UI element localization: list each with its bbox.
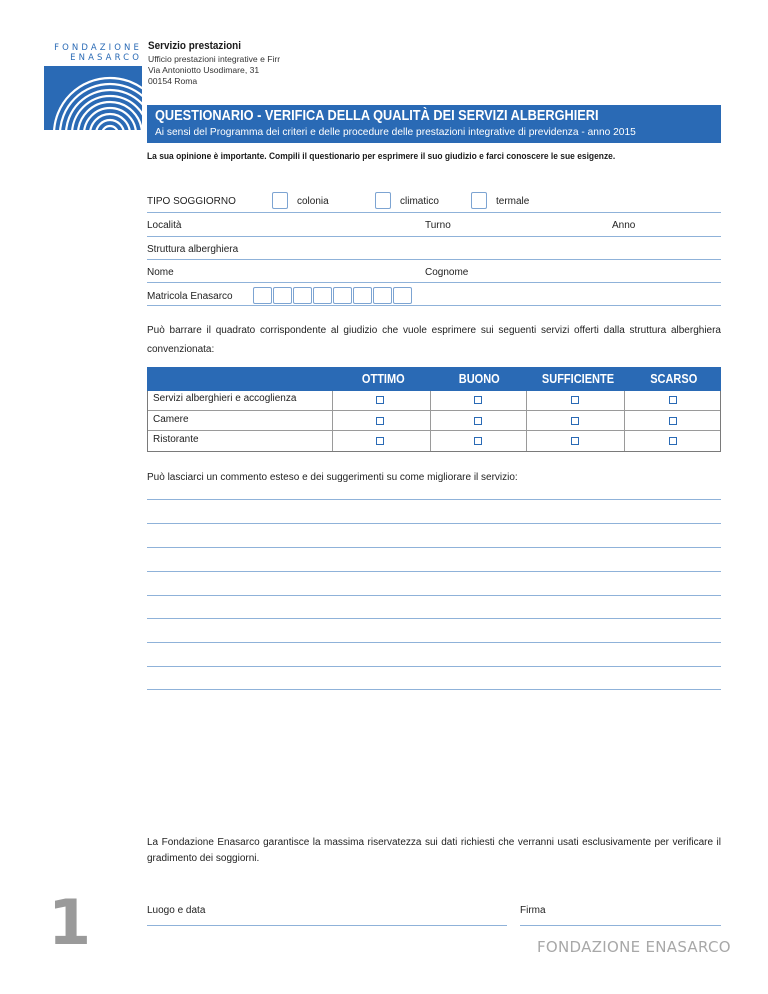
rating-table: [147, 391, 721, 452]
checkbox-servizi-scarso[interactable]: [669, 396, 677, 404]
checkbox-servizi-buono[interactable]: [474, 396, 482, 404]
localita-field-line[interactable]: [147, 236, 721, 237]
checkbox-servizi-sufficiente[interactable]: [571, 396, 579, 404]
row-label-ristorante: Ristorante: [153, 434, 199, 445]
checkbox-camere-ottimo[interactable]: [376, 417, 384, 425]
struttura-label: Struttura alberghiera: [147, 244, 239, 255]
logo-line-1: FONDAZIONE: [54, 43, 142, 53]
firma-label: Firma: [520, 905, 546, 916]
header-sufficiente: SUFFICIENTE: [541, 372, 615, 386]
header-buono: BUONO: [458, 372, 500, 386]
office-title: Servizio prestazioni: [148, 40, 241, 52]
title-banner: [147, 105, 721, 143]
matricola-digit-box[interactable]: [393, 287, 412, 304]
checkbox-climatico[interactable]: [375, 192, 391, 209]
comment-line[interactable]: [147, 595, 721, 596]
comment-line[interactable]: [147, 689, 721, 690]
checkbox-colonia[interactable]: [272, 192, 288, 209]
tipo-soggiorno-label: TIPO SOGGIORNO: [147, 196, 236, 207]
checkbox-ristorante-sufficiente[interactable]: [571, 437, 579, 445]
checkbox-camere-sufficiente[interactable]: [571, 417, 579, 425]
table-row: [148, 410, 720, 431]
header-scarso: SCARSO: [650, 372, 698, 386]
nome-label: Nome: [147, 267, 174, 278]
checkbox-servizi-ottimo[interactable]: [376, 396, 384, 404]
checkbox-ristorante-buono[interactable]: [474, 437, 482, 445]
comment-line[interactable]: [147, 618, 721, 619]
table-row: [148, 430, 720, 451]
logo-mark: [44, 66, 142, 130]
option-termale-label: termale: [496, 196, 530, 207]
checkbox-ristorante-ottimo[interactable]: [376, 437, 384, 445]
checkbox-camere-scarso[interactable]: [669, 417, 677, 425]
luogo-data-line[interactable]: [147, 925, 507, 926]
matricola-digit-box[interactable]: [253, 287, 272, 304]
banner-title: QUESTIONARIO - VERIFICA DELLA QUALITÀ DEI SERVIZI ALBERGHIERI: [155, 108, 599, 124]
checkbox-camere-buono[interactable]: [474, 417, 482, 425]
matricola-digit-box[interactable]: [273, 287, 292, 304]
office-line-1: Ufficio prestazioni integrative e Firr: [148, 54, 281, 64]
comment-line[interactable]: [147, 523, 721, 524]
luogo-data-label: Luogo e data: [147, 905, 206, 916]
comment-line[interactable]: [147, 499, 721, 500]
comment-line[interactable]: [147, 547, 721, 548]
matricola-digit-box[interactable]: [333, 287, 352, 304]
matricola-boxes[interactable]: [253, 287, 415, 304]
banner-subtitle: Ai sensi del Programma dei criteri e delle procedure delle prestazioni integrative di previdenza - anno 2015: [155, 127, 636, 138]
logo-line-2: ENASARCO: [70, 53, 142, 63]
row-label-servizi: Servizi alberghieri e accoglienza: [153, 393, 297, 404]
intro-text: La sua opinione è importante. Compili il questionario per esprimere il suo giudizio e farci conoscere le sue esigenze.: [147, 151, 616, 162]
table-row: [148, 390, 720, 410]
checkbox-termale[interactable]: [471, 192, 487, 209]
matricola-label: Matricola Enasarco: [147, 291, 233, 302]
divider: [147, 212, 721, 213]
checkbox-ristorante-scarso[interactable]: [669, 437, 677, 445]
comment-prompt: Può lasciarci un commento esteso e dei suggerimenti su come migliorare il servizio:: [147, 472, 518, 483]
matricola-digit-box[interactable]: [373, 287, 392, 304]
matricola-digit-box[interactable]: [293, 287, 312, 304]
logo-text: [46, 43, 142, 63]
comment-line[interactable]: [147, 642, 721, 643]
comment-line[interactable]: [147, 571, 721, 572]
nome-field-line[interactable]: [147, 282, 721, 283]
anno-label: Anno: [612, 220, 636, 231]
matricola-digit-box[interactable]: [313, 287, 332, 304]
comment-line[interactable]: [147, 666, 721, 667]
page-number: 1: [48, 886, 92, 959]
option-colonia-label: colonia: [297, 196, 329, 207]
option-climatico-label: climatico: [400, 196, 439, 207]
matricola-digit-box[interactable]: [353, 287, 372, 304]
header-ottimo: OTTIMO: [361, 372, 405, 386]
office-line-2: Via Antoniotto Usodimare, 31: [148, 65, 260, 75]
row-label-camere: Camere: [153, 414, 189, 425]
localita-label: Località: [147, 220, 182, 231]
rating-intro: Può barrare il quadrato corrispondente al giudizio che vuole esprimere sui seguenti servizi offerti dalla struttura alberghiera convenzionata:: [147, 325, 721, 355]
privacy-notice: La Fondazione Enasarco garantisce la massima riservatezza sui dati richiesti che verranni usati esclusivamente per verificare il gradimento dei soggiorni.: [147, 837, 721, 864]
firma-line[interactable]: [520, 925, 721, 926]
rating-table-header: [147, 367, 721, 391]
footer-brand: FONDAZIONE ENASARCO: [537, 938, 731, 956]
struttura-field-line[interactable]: [147, 259, 721, 260]
cognome-label: Cognome: [425, 267, 469, 278]
divider: [147, 305, 721, 306]
office-line-3: 00154 Roma: [148, 76, 198, 86]
turno-label: Turno: [425, 220, 451, 231]
